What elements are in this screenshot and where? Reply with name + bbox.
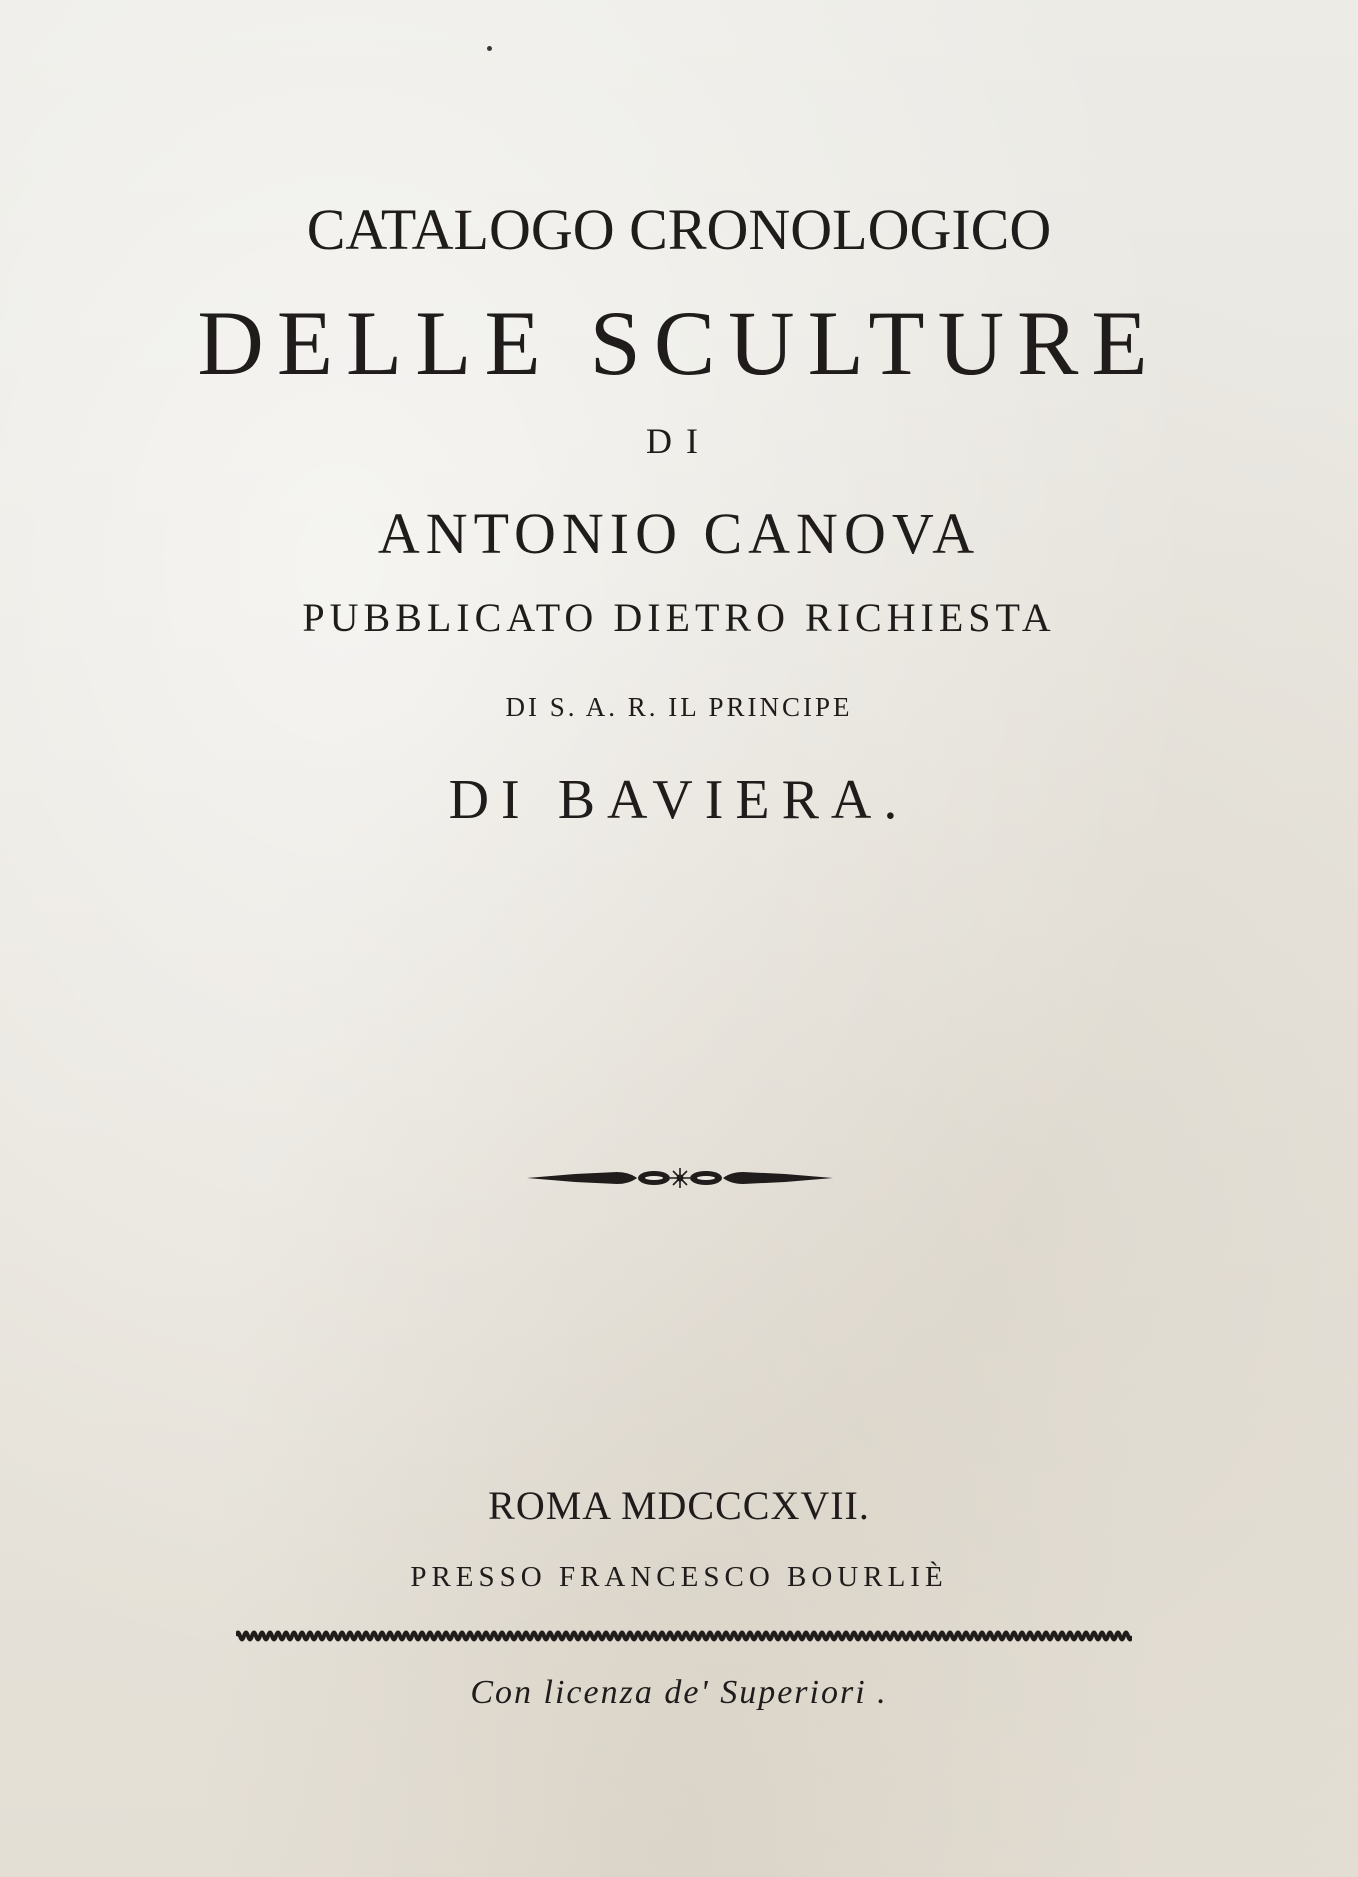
author-name: ANTONIO CANOVA xyxy=(377,501,981,566)
ink-speck xyxy=(487,46,492,51)
imprint-license: Con licenza de' Superiori . xyxy=(470,1674,888,1711)
title-line-catalogo: CATALOGO CRONOLOGICO xyxy=(306,197,1052,262)
imprint-place-date: ROMA MDCCCXVII. xyxy=(488,1483,870,1528)
title-line-di: DI xyxy=(646,421,712,461)
ornament-divider-icon xyxy=(525,1164,835,1192)
title-line-delle-sculture: DELLE SCULTURE xyxy=(197,292,1161,394)
title-line-pubblicato: PUBBLICATO DIETRO RICHIESTA xyxy=(302,595,1056,640)
title-line-principe: DI S. A. R. IL PRINCIPE xyxy=(505,692,853,722)
wavy-rule-divider xyxy=(236,1627,1132,1645)
title-line-baviera: DI BAVIERA. xyxy=(448,769,910,831)
imprint-publisher: PRESSO FRANCESCO BOURLIÈ xyxy=(410,1561,948,1593)
